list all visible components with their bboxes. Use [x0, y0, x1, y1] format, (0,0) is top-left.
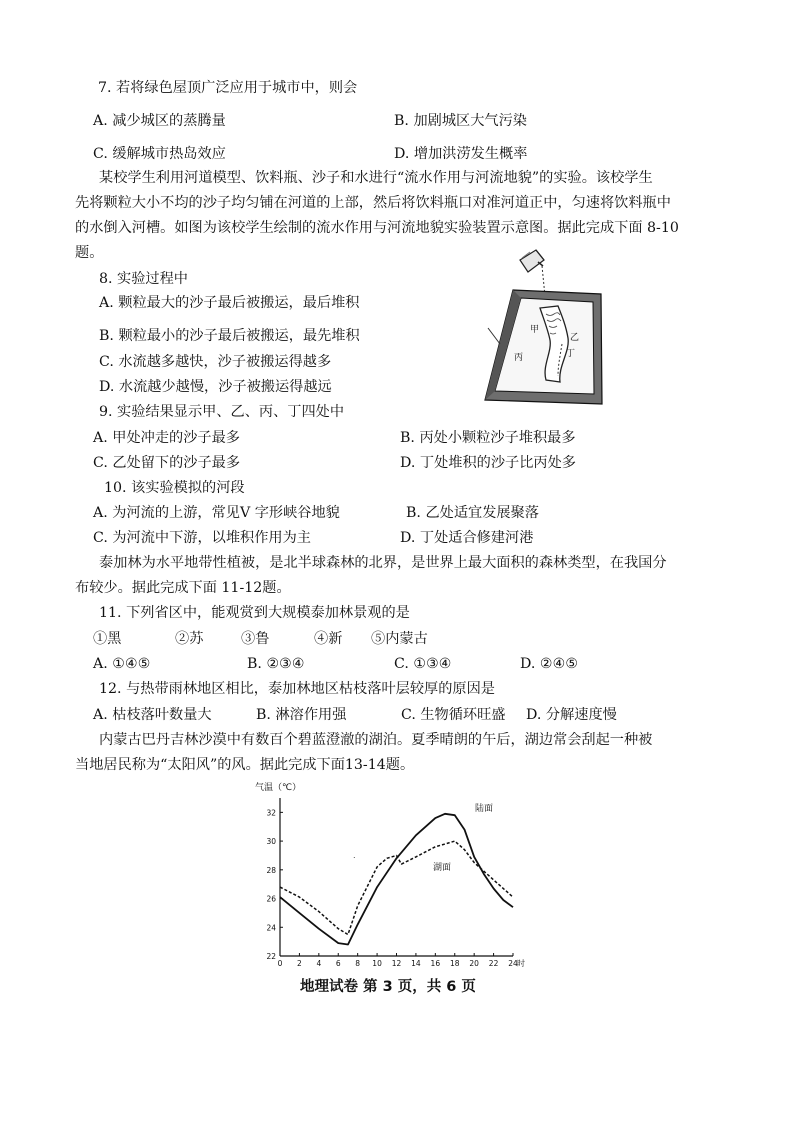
x-tick-label: 4 — [316, 959, 322, 968]
x-tick-label: 24 — [508, 959, 518, 968]
q8-stem: 8. 实验过程中 — [99, 271, 188, 287]
q11-choice-1: ①黑 — [93, 631, 122, 647]
temperature-line-chart — [255, 778, 530, 973]
q11-option-c[interactable]: C. ①③④ — [394, 656, 452, 672]
intro3-line2: 当地居民称为“太阳风”的风。据此完成下面13-14题。 — [75, 757, 415, 773]
y-tick-label: 24 — [266, 923, 276, 933]
q10-option-d[interactable]: D. 丁处适合修建河港 — [400, 530, 534, 546]
label-bing: 丙 — [514, 353, 524, 363]
q8-option-b[interactable]: B. 颗粒最小的沙子最后被搬运，最先堆积 — [99, 328, 360, 344]
q10-option-c[interactable]: C. 为河流中下游，以堆积作用为主 — [93, 530, 311, 546]
series-line-lake — [280, 841, 513, 934]
q8-option-a[interactable]: A. 颗粒最大的沙子最后被搬运，最后堆积 — [99, 295, 360, 311]
y-tick-label: 26 — [266, 894, 276, 904]
intro1-line1: 某校学生利用河道模型、饮料瓶、沙子和水进行“流水作用与河流地貌”的实验。该校学生 — [99, 170, 653, 186]
x-tick-label: 10 — [372, 959, 382, 968]
q11-option-b[interactable]: B. ②③④ — [247, 656, 305, 672]
stray-dot: . — [353, 851, 356, 860]
x-tick-label: 8 — [355, 959, 361, 968]
q9-stem: 9. 实验结果显示甲、乙、丙、丁四处中 — [99, 404, 345, 420]
intro1-line2: 先将颗粒大小不均的沙子均匀铺在河道的上部，然后将饮料瓶口对准河道正中，匀速将饮料瓶中 — [75, 195, 671, 211]
q9-option-b[interactable]: B. 丙处小颗粒沙子堆积最多 — [400, 430, 576, 446]
chart-y-axis-label: 气温（℃） — [255, 783, 302, 793]
x-tick-label: 0 — [277, 959, 283, 968]
q10-stem: 10. 该实验模拟的河段 — [104, 480, 245, 496]
q7-option-a[interactable]: A. 减少城区的蒸腾量 — [93, 113, 226, 129]
y-tick-label: 32 — [266, 808, 276, 818]
page-footer: 地理试卷 第 3 页，共 6 页 — [300, 979, 476, 995]
q11-choice-5: ⑤内蒙古 — [371, 631, 428, 647]
intro3-line1: 内蒙古巴丹吉林沙漠中有数百个碧蓝澄澈的湖泊。夏季晴朗的午后，湖边常会刮起一种被 — [99, 732, 653, 748]
q11-choice-4: ④新 — [314, 631, 343, 647]
y-tick-label: 28 — [266, 865, 276, 875]
q7-option-d[interactable]: D. 增加洪涝发生概率 — [394, 146, 528, 162]
q11-option-d[interactable]: D. ②④⑤ — [520, 656, 579, 672]
q11-stem: 11. 下列省区中，能观赏到大规模泰加林景观的是 — [99, 605, 410, 621]
y-tick-label: 30 — [266, 837, 276, 847]
q9-option-c[interactable]: C. 乙处留下的沙子最多 — [93, 455, 241, 471]
label-ding: 丁 — [566, 349, 576, 359]
intro1-line3: 的水倒入河槽。如图为该校学生绘制的流水作用与河流地貌实验装置示意图。据此完成下面 8-10 — [75, 220, 679, 236]
x-tick-label: 12 — [391, 959, 402, 968]
label-jia: 甲 — [530, 325, 540, 335]
q9-option-d[interactable]: D. 丁处堆积的沙子比丙处多 — [400, 455, 576, 471]
y-tick-label: 22 — [266, 952, 276, 961]
q7-option-c[interactable]: C. 缓解城市热岛效应 — [93, 146, 226, 162]
q7-stem: 7. 若将绿色屋顶广泛应用于城市中，则会 — [98, 80, 358, 96]
intro2-line1: 泰加林为水平地带性植被，是北半球森林的北界，是世界上最大面积的森林类型，在我国分 — [99, 555, 667, 571]
q11-choice-2: ②苏 — [175, 631, 204, 647]
q12-option-a[interactable]: A. 枯枝落叶数量大 — [93, 707, 212, 723]
intro2-line2: 布较少。据此完成下面 11-12题。 — [75, 580, 291, 596]
q11-choice-3: ③鲁 — [241, 631, 270, 647]
x-tick-label: 22 — [488, 959, 499, 968]
river-experiment-figure — [478, 248, 608, 413]
q9-option-a[interactable]: A. 甲处冲走的沙子最多 — [93, 430, 240, 446]
q12-stem: 12. 与热带雨林地区相比，泰加林地区枯枝落叶层较厚的原因是 — [99, 681, 495, 697]
label-yi: 乙 — [570, 333, 580, 343]
q8-option-d[interactable]: D. 水流越少越慢，沙子被搬运得越远 — [99, 379, 332, 395]
x-tick-label: 6 — [335, 959, 341, 968]
x-tick-label: 16 — [430, 959, 441, 968]
series-label-lake: 湖面 — [433, 863, 452, 873]
q7-option-b[interactable]: B. 加剧城区大气污染 — [394, 113, 527, 129]
chart-x-axis-label: 时 — [517, 959, 525, 968]
q11-option-a[interactable]: A. ①④⑤ — [93, 656, 151, 672]
x-tick-label: 18 — [449, 959, 460, 968]
q10-option-a[interactable]: A. 为河流的上游，常见V 字形峡谷地貌 — [93, 505, 340, 521]
q10-option-b[interactable]: B. 乙处适宜发展聚落 — [406, 505, 539, 521]
x-tick-label: 2 — [297, 959, 302, 968]
series-line-land — [280, 814, 513, 945]
bottle-icon — [520, 250, 544, 272]
q12-option-d[interactable]: D. 分解速度慢 — [526, 707, 617, 723]
q8-option-c[interactable]: C. 水流越多越快，沙子被搬运得越多 — [99, 354, 332, 370]
q12-option-c[interactable]: C. 生物循环旺盛 — [401, 707, 506, 723]
x-tick-label: 14 — [411, 959, 421, 968]
q12-option-b[interactable]: B. 淋溶作用强 — [256, 707, 347, 723]
series-label-land: 陆面 — [475, 804, 494, 814]
intro1-line4: 题。 — [75, 245, 104, 261]
x-tick-label: 20 — [469, 959, 479, 968]
